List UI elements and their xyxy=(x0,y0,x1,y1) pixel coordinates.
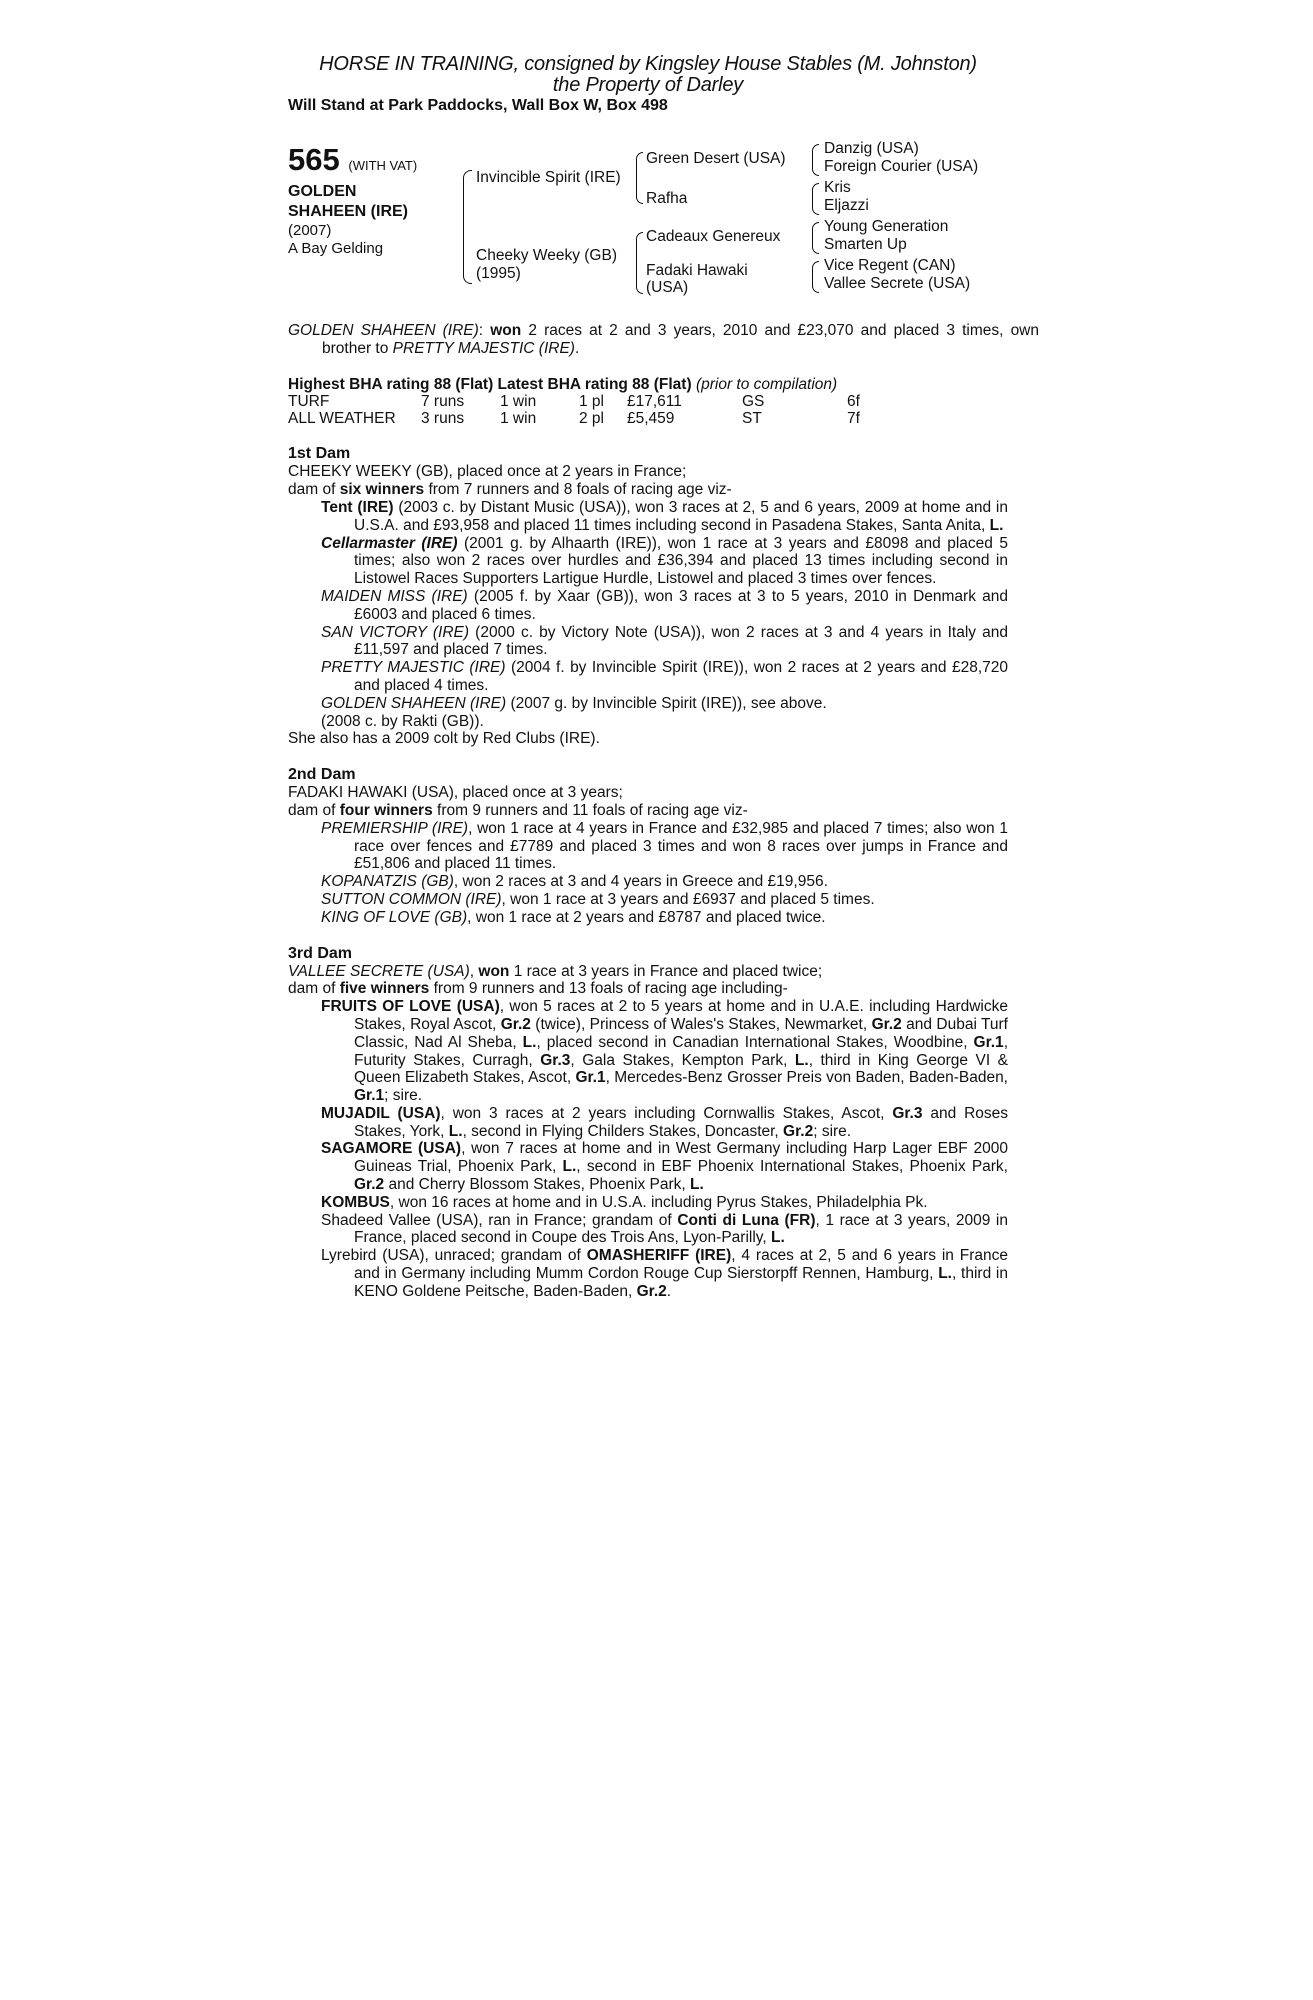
runs-cell: 3 runs xyxy=(421,410,465,428)
text: , xyxy=(469,962,479,980)
produce-name: PRETTY MAJESTIC (IRE) xyxy=(321,659,506,677)
lot-number: 565 xyxy=(288,142,340,177)
text: from 9 runners and 13 foals of racing age including- xyxy=(429,980,788,998)
places-cell: 2 pl xyxy=(579,410,604,428)
text: Shadeed Vallee (USA), ran in France; grandam of xyxy=(321,1211,678,1229)
bracket-ss xyxy=(812,144,819,176)
distance-cell: 7f xyxy=(847,410,860,428)
prize-cell: £5,459 xyxy=(627,410,675,428)
bracket-gen1 xyxy=(463,170,472,284)
sire-dam: Rafha xyxy=(646,190,688,207)
winners-count: four winners xyxy=(339,801,433,819)
grade-badge: Gr.1 xyxy=(575,1069,606,1087)
text: and Dubai Turf Classic, Nad Al Sheba, xyxy=(354,1015,1008,1051)
list-item xyxy=(288,535,1008,588)
prize-cell: £17,611 xyxy=(627,393,682,411)
text: , won 3 races at 2 years including Cornwallis Stakes, Ascot, xyxy=(440,1104,893,1122)
grade-badge: Gr.2 xyxy=(500,1015,531,1033)
produce-text: (2004 f. by Invincible Spirit (IRE)), won 2 races at 2 years and £28,720 and placed 4 times. xyxy=(354,659,1008,694)
produce-text: (2000 c. by Victory Note (USA)), won 2 races at 3 and 4 years in Italy and £11,597 and placed 7 times. xyxy=(354,623,1008,659)
consignor-line: HORSE IN TRAINING, consigned by Kingsley House Stables (M. Johnston) xyxy=(319,53,977,75)
text: , Mercedes-Benz Grosser Preis von Baden, Baden-Baden, xyxy=(605,1069,1008,1087)
text: , 1 race at 3 years, 2009 in France, placed second in Coupe des Trois Ans, Lyon-Parilly, xyxy=(354,1211,1008,1247)
sire-dam-sire: Kris xyxy=(824,179,851,196)
listed-badge: L. xyxy=(771,1229,785,1247)
first-dam-produce-line xyxy=(288,481,1008,499)
ratings-italic: (prior to compilation) xyxy=(695,375,838,393)
horse-name-line2: SHAHEEN (IRE) xyxy=(288,203,409,220)
list-item xyxy=(288,1194,1008,1212)
grade-badge: Gr.3 xyxy=(892,1104,923,1122)
dam-dam-origin: (USA) xyxy=(646,279,689,296)
ratings-bold: Highest BHA rating 88 (Flat) Latest BHA rating 88 (Flat) xyxy=(288,375,692,393)
surface-cell: ALL WEATHER xyxy=(288,410,396,428)
dam: Cheeky Weeky (GB) xyxy=(476,247,617,264)
first-dam-heading: 1st Dam xyxy=(288,445,351,463)
winners-count: five winners xyxy=(339,980,430,998)
produce-name: MUJADIL (USA) xyxy=(321,1104,441,1122)
produce-name: KOMBUS xyxy=(321,1193,390,1211)
wins-cell: 1 win xyxy=(500,393,537,411)
produce-name: Tent (IRE) xyxy=(321,498,394,516)
third-dam-line xyxy=(288,963,1008,981)
bracket-dam xyxy=(636,232,643,294)
going-cell: ST xyxy=(742,410,762,428)
list-item xyxy=(288,499,1008,535)
produce-name: SAGAMORE (USA) xyxy=(321,1140,462,1158)
produce-text: , won 1 race at 2 years and £8787 and placed twice. xyxy=(467,908,826,926)
text: , second in Flying Childers Stakes, Doncaster, xyxy=(462,1122,784,1140)
catalogue-page xyxy=(288,53,1039,1301)
sire-sire: Green Desert (USA) xyxy=(646,150,786,167)
bracket-dd xyxy=(812,261,819,293)
produce-name: SAN VICTORY (IRE) xyxy=(321,623,470,641)
text: , won 5 races at 2 to 5 years at home and in U.A.E. including Hardwicke Stakes, Royal Ascot, xyxy=(354,998,1008,1033)
horse-description: A Bay Gelding xyxy=(288,240,384,257)
text: ; sire. xyxy=(813,1122,852,1140)
second-dam-line: FADAKI HAWAKI (USA), placed once at 3 years; xyxy=(288,784,623,802)
produce-name: GOLDEN SHAHEEN (IRE) xyxy=(321,694,507,712)
listed-badge: L. xyxy=(448,1122,463,1140)
dam-name: VALLEE SECRETE (USA) xyxy=(288,962,470,980)
dam-dam-dam: Vallee Secrete (USA) xyxy=(824,275,971,292)
lot-number-line xyxy=(288,144,458,182)
bracket-sire xyxy=(636,152,643,204)
distance-cell: 6f xyxy=(847,393,860,411)
text: dam of xyxy=(288,801,340,819)
text: (twice), Princess of Wales's Stakes, Newmarket, xyxy=(530,1015,872,1033)
dam-dam: Fadaki Hawaki xyxy=(646,262,748,279)
horse-name-line1: GOLDEN xyxy=(288,183,357,200)
text: 1 race at 3 years in France and placed twice; xyxy=(509,962,823,980)
first-dam-line: CHEEKY WEEKY (GB), placed once at 2 years in France; xyxy=(288,463,687,481)
sire-sire-sire: Danzig (USA) xyxy=(824,140,919,157)
list-item xyxy=(288,891,1008,909)
text: , 4 races at 2, 5 and 6 years in France and in Germany including Mumm Cordon Rouge Cup Sierstorpff Rennen, Hamburg, xyxy=(354,1247,1008,1283)
second-dam-heading: 2nd Dam xyxy=(288,766,356,784)
table-row xyxy=(288,393,860,410)
text: , third in King George VI & Queen Elizabeth Stakes, Ascot, xyxy=(354,1051,1008,1087)
produce-text: (2001 g. by Alhaarth (IRE)), won 1 race at 3 years and £8098 and placed 5 times; also won 2 races over hurdles and £36,394 and placed 13 times including second in Listowel Races Supporters Lartigue Hurdle, Listowel and placed 3 times over fences. xyxy=(354,534,1008,588)
grade-badge: Gr.3 xyxy=(540,1051,571,1069)
produce-name: MAIDEN MISS (IRE) xyxy=(321,587,468,605)
sire-dam-dam: Eljazzi xyxy=(824,197,869,214)
grade-badge: Gr.2 xyxy=(354,1176,385,1194)
summary-end: . xyxy=(574,339,580,357)
produce-text: , won 1 race at 4 years in France and £32,985 and placed 7 times; also won 1 race over fences and £7789 and placed 3 times and won 8 races over jumps in France and £51,806 and placed 11 times. xyxy=(354,819,1008,873)
summary-sibling: PRETTY MAJESTIC (IRE) xyxy=(392,339,575,357)
text: and Cherry Blossom Stakes, Phoenix Park, xyxy=(384,1176,691,1194)
produce-name: KOPANATZIS (GB) xyxy=(321,873,454,891)
third-dam-heading: 3rd Dam xyxy=(288,944,353,962)
text: ; sire. xyxy=(384,1087,423,1105)
text: , Futurity Stakes, Curragh, xyxy=(354,1033,1008,1069)
text: from 9 runners and 11 foals of racing age viz- xyxy=(432,801,748,819)
sire-sire-dam: Foreign Courier (USA) xyxy=(824,158,979,175)
produce-name: KING OF LOVE (GB) xyxy=(321,908,468,926)
list-item xyxy=(288,909,1008,927)
list-item xyxy=(288,1212,1008,1248)
list-item xyxy=(288,624,1008,660)
listed-badge: L. xyxy=(522,1033,537,1051)
won-label: won xyxy=(478,962,510,980)
race-summary: GOLDEN SHAHEEN (IRE): won 2 races at 2 and 3 years, 2010 and £23,070 and placed 3 times, own brother to PRETTY MAJESTIC (IRE). xyxy=(288,322,1039,357)
list-item xyxy=(288,1105,1008,1141)
text: dam of xyxy=(288,481,340,499)
produce-text: (2007 g. by Invincible Spirit (IRE)), see above. xyxy=(506,694,827,712)
text: Lyrebird (USA), unraced; grandam of xyxy=(321,1247,587,1265)
places-cell: 1 pl xyxy=(579,393,604,411)
text: and Roses Stakes, York, xyxy=(354,1104,1009,1140)
produce-text: (2003 c. by Distant Music (USA)), won 3 races at 2, 5 and 6 years, 2009 at home and in U.S.A. and £93,958 and placed 11 times including second in Pasadena Stakes, Santa Anita, xyxy=(354,498,1008,534)
list-item xyxy=(288,998,1008,1105)
ratings-heading xyxy=(288,376,1008,394)
text: , Gala Stakes, Kempton Park, xyxy=(570,1051,795,1069)
grade-badge: Gr.1 xyxy=(354,1087,385,1105)
ratings-table xyxy=(288,393,860,427)
dam-sire-dam: Smarten Up xyxy=(824,236,907,253)
list-item xyxy=(288,1247,1008,1300)
produce-name: Conti di Luna (FR) xyxy=(677,1211,816,1229)
dam-year: (1995) xyxy=(476,265,521,282)
list-item: (2008 c. by Rakti (GB)). xyxy=(321,712,484,730)
going-cell: GS xyxy=(742,393,765,411)
bracket-ds xyxy=(812,222,819,254)
grade-badge: Gr.2 xyxy=(636,1282,667,1300)
second-dam-produce-line xyxy=(288,802,1008,820)
produce-text: , won 2 races at 3 and 4 years in Greece and £19,956. xyxy=(453,873,828,891)
produce-text: , won 1 race at 3 years and £6937 and placed 5 times. xyxy=(501,890,875,908)
summary-won: won xyxy=(490,322,522,339)
dam-dam-sire: Vice Regent (CAN) xyxy=(824,257,956,274)
list-item xyxy=(288,695,1008,713)
list-item xyxy=(288,820,1008,873)
produce-name: Cellarmaster (IRE) xyxy=(321,534,458,552)
table-row xyxy=(288,410,860,427)
stabling-line: Will Stand at Park Paddocks, Wall Box W, Box 498 xyxy=(288,97,668,114)
grade-badge: Gr.2 xyxy=(783,1122,814,1140)
dam-sire-sire: Young Generation xyxy=(824,218,949,235)
listed-badge: L. xyxy=(794,1051,809,1069)
list-item xyxy=(288,588,1008,624)
text: , placed second in Canadian International Stakes, Woodbine, xyxy=(536,1033,974,1051)
listed-badge: L. xyxy=(562,1158,577,1176)
list-item xyxy=(288,659,1008,695)
text: . xyxy=(666,1282,672,1300)
foaling-year: (2007) xyxy=(288,222,332,239)
listed-badge: L. xyxy=(938,1265,952,1283)
text: , won 16 races at home and in U.S.A. including Pyrus Stakes, Philadelphia Pk. xyxy=(389,1193,928,1211)
text: from 7 runners and 8 foals of racing age viz- xyxy=(424,481,732,499)
summary-text: 2 races at 2 and 3 years, 2010 and £23,070 and placed 3 times, own brother to xyxy=(322,322,1039,357)
sire: Invincible Spirit (IRE) xyxy=(476,169,621,186)
vat-label: (WITH VAT) xyxy=(348,158,418,173)
winners-count: six winners xyxy=(339,481,425,499)
ratings-block xyxy=(288,376,1008,428)
grade-badge: Gr.2 xyxy=(871,1015,902,1033)
text: , third in KENO Goldene Peitsche, Baden-Baden, xyxy=(354,1265,1008,1300)
text: dam of xyxy=(288,980,340,998)
listed-badge: L. xyxy=(690,1176,704,1194)
produce-text: (2005 f. by Xaar (GB)), won 3 races at 3 to 5 years, 2010 in Denmark and £6003 and placed 6 times. xyxy=(354,587,1008,623)
listed-badge: L. xyxy=(989,516,1004,534)
produce-name: SUTTON COMMON (IRE) xyxy=(321,890,502,908)
text: , second in EBF Phoenix International Stakes, Phoenix Park, xyxy=(576,1158,1008,1176)
pedigree-block xyxy=(288,140,1008,304)
produce-name: OMASHERIFF (IRE) xyxy=(586,1247,732,1265)
surface-cell: TURF xyxy=(288,393,330,411)
first-dam-note: She also has a 2009 colt by Red Clubs (IRE). xyxy=(288,730,600,748)
list-item xyxy=(288,873,1008,891)
list-item xyxy=(288,1140,1008,1193)
text: , won 7 races at home and in West Germany including Harp Lager EBF 2000 Guineas Trial, Phoenix Park, xyxy=(354,1140,1008,1176)
wins-cell: 1 win xyxy=(500,410,537,428)
property-line: the Property of Darley xyxy=(552,74,744,96)
lot-info xyxy=(288,144,458,258)
summary-horse-name: GOLDEN SHAHEEN (IRE) xyxy=(288,322,479,339)
bracket-sd xyxy=(812,183,819,215)
produce-name: FRUITS OF LOVE (USA) xyxy=(321,998,500,1016)
runs-cell: 7 runs xyxy=(421,393,465,411)
third-dam-produce-line xyxy=(288,980,1008,998)
produce-name: PREMIERSHIP (IRE) xyxy=(321,819,469,837)
dam-sire: Cadeaux Genereux xyxy=(646,228,781,245)
grade-badge: Gr.1 xyxy=(973,1033,1004,1051)
